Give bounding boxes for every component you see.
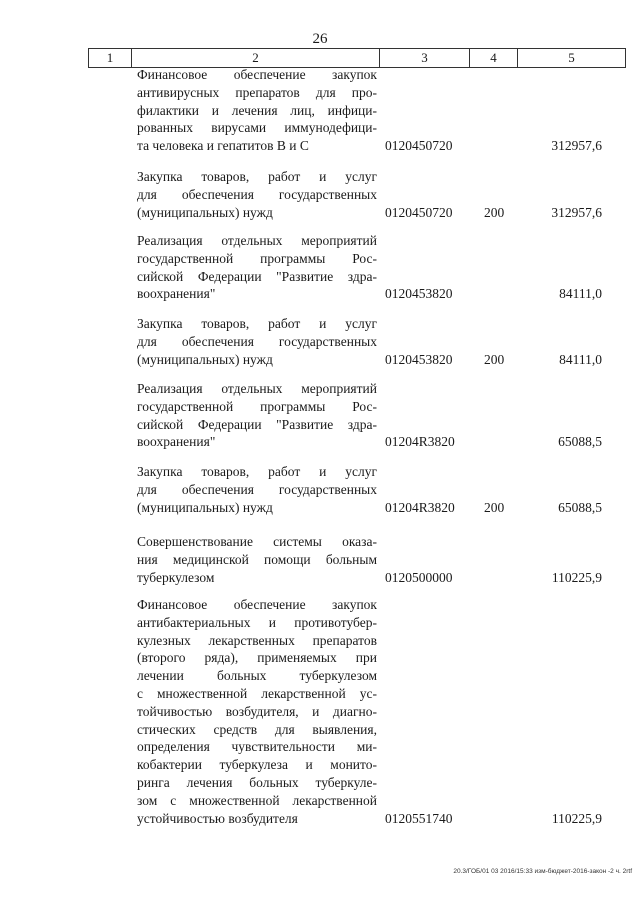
row-description bbox=[137, 232, 377, 303]
row-description-line: государственной программы Рос- bbox=[137, 398, 377, 414]
row-amount: 312957,6 bbox=[551, 204, 602, 220]
row-description bbox=[137, 380, 377, 451]
row-amount: 65088,5 bbox=[558, 499, 602, 515]
row-amount: 84111,0 bbox=[559, 286, 602, 302]
column-2-header: 2 bbox=[131, 49, 379, 67]
row-amount: 65088,5 bbox=[558, 434, 602, 450]
row-code: 0120453820 bbox=[385, 351, 453, 367]
row-description-line: Закупка товаров, работ и услуг bbox=[137, 464, 377, 479]
row-amount: 110225,9 bbox=[551, 569, 602, 585]
row-description-line: воохранения" bbox=[137, 434, 216, 450]
row-description-line: (муниципальных) нужд bbox=[137, 204, 273, 220]
row-description-line: Финансовое обеспечение закупок bbox=[137, 67, 377, 82]
row-description-line: филактики и лечения лиц, инфици- bbox=[137, 102, 377, 118]
row-description bbox=[137, 533, 377, 586]
row-description bbox=[137, 168, 377, 221]
row-code: 0120551740 bbox=[385, 810, 453, 826]
row-description-line: зом с множественной лекарственной bbox=[137, 792, 377, 808]
row-code: 0120500000 bbox=[385, 569, 453, 585]
row-description-line: туберкулезом bbox=[137, 569, 215, 585]
row-description-line: (муниципальных) нужд bbox=[137, 499, 273, 515]
row-description-line: тойчивостью возбудителя, и диагно- bbox=[137, 703, 377, 719]
column-5-header: 5 bbox=[517, 49, 626, 67]
row-description-line: Закупка товаров, работ и услуг bbox=[137, 316, 377, 331]
row-description-line: стических средств для выявления, bbox=[137, 721, 377, 737]
row-description-line: кобактерии туберкулеза и монито- bbox=[137, 757, 377, 773]
row-code: 0120453820 bbox=[385, 286, 453, 302]
row-description-line: антибактериальных и противотубер- bbox=[137, 614, 377, 630]
row-description-line: воохранения" bbox=[137, 286, 216, 302]
page-number: 26 bbox=[312, 31, 328, 47]
row-expense-type: 200 bbox=[484, 351, 505, 367]
row-description-line: (второго ряда), применяемых при bbox=[137, 650, 377, 666]
column-4-header: 4 bbox=[469, 49, 517, 67]
table-column-header bbox=[88, 48, 626, 68]
column-1-header: 1 bbox=[88, 49, 131, 67]
row-code: 01204R3820 bbox=[385, 434, 455, 450]
row-description-line: рованных вирусами иммунодефици- bbox=[137, 120, 377, 136]
row-description-line: устойчивостью возбудителя bbox=[137, 810, 298, 826]
row-description-line: ринга лечения больных туберкуле- bbox=[137, 774, 377, 790]
row-expense-type: 200 bbox=[484, 204, 505, 220]
row-description-line: (муниципальных) нужд bbox=[137, 351, 273, 367]
row-expense-type: 200 bbox=[484, 499, 505, 515]
row-description-line: Реализация отдельных мероприятий bbox=[137, 381, 377, 396]
footer-note: 20.3/ГОБ/01 03 2016/15:33 изм-бюджет-2016-закон -2 ч. 2rtf bbox=[453, 868, 632, 875]
row-amount: 110225,9 bbox=[551, 810, 602, 826]
row-description-line: с множественной лекарственной ус- bbox=[137, 685, 377, 701]
row-description-line: кулезных лекарственных препаратов bbox=[137, 632, 377, 648]
row-description-line: сийской Федерации "Развитие здра- bbox=[137, 416, 377, 432]
row-description-line: антивирусных препаратов для про- bbox=[137, 84, 377, 100]
row-description-line: лечении больных туберкулезом bbox=[137, 668, 377, 684]
row-amount: 312957,6 bbox=[551, 138, 602, 154]
row-description-line: Совершенствование системы оказа- bbox=[137, 534, 377, 549]
row-code: 0120450720 bbox=[385, 204, 453, 220]
row-description-line: для обеспечения государственных bbox=[137, 481, 377, 497]
row-description-line: сийской Федерации "Развитие здра- bbox=[137, 268, 377, 284]
row-description-line: для обеспечения государственных bbox=[137, 333, 377, 349]
row-amount: 84111,0 bbox=[559, 351, 602, 367]
row-description-line: Финансовое обеспечение закупок bbox=[137, 597, 377, 612]
row-description bbox=[137, 315, 377, 368]
row-description-line: определения чувствительности ми- bbox=[137, 739, 377, 755]
row-description bbox=[137, 66, 377, 155]
row-description bbox=[137, 596, 377, 827]
row-description-line: для обеспечения государственных bbox=[137, 186, 377, 202]
row-code: 01204R3820 bbox=[385, 499, 455, 515]
row-code: 0120450720 bbox=[385, 138, 453, 154]
row-description-line: Закупка товаров, работ и услуг bbox=[137, 169, 377, 184]
row-description bbox=[137, 463, 377, 516]
row-description-line: Реализация отдельных мероприятий bbox=[137, 233, 377, 248]
column-3-header: 3 bbox=[379, 49, 469, 67]
row-description-line: та человека и гепатитов В и С bbox=[137, 138, 309, 154]
row-description-line: государственной программы Рос- bbox=[137, 250, 377, 266]
row-description-line: ния медицинской помощи больным bbox=[137, 551, 377, 567]
